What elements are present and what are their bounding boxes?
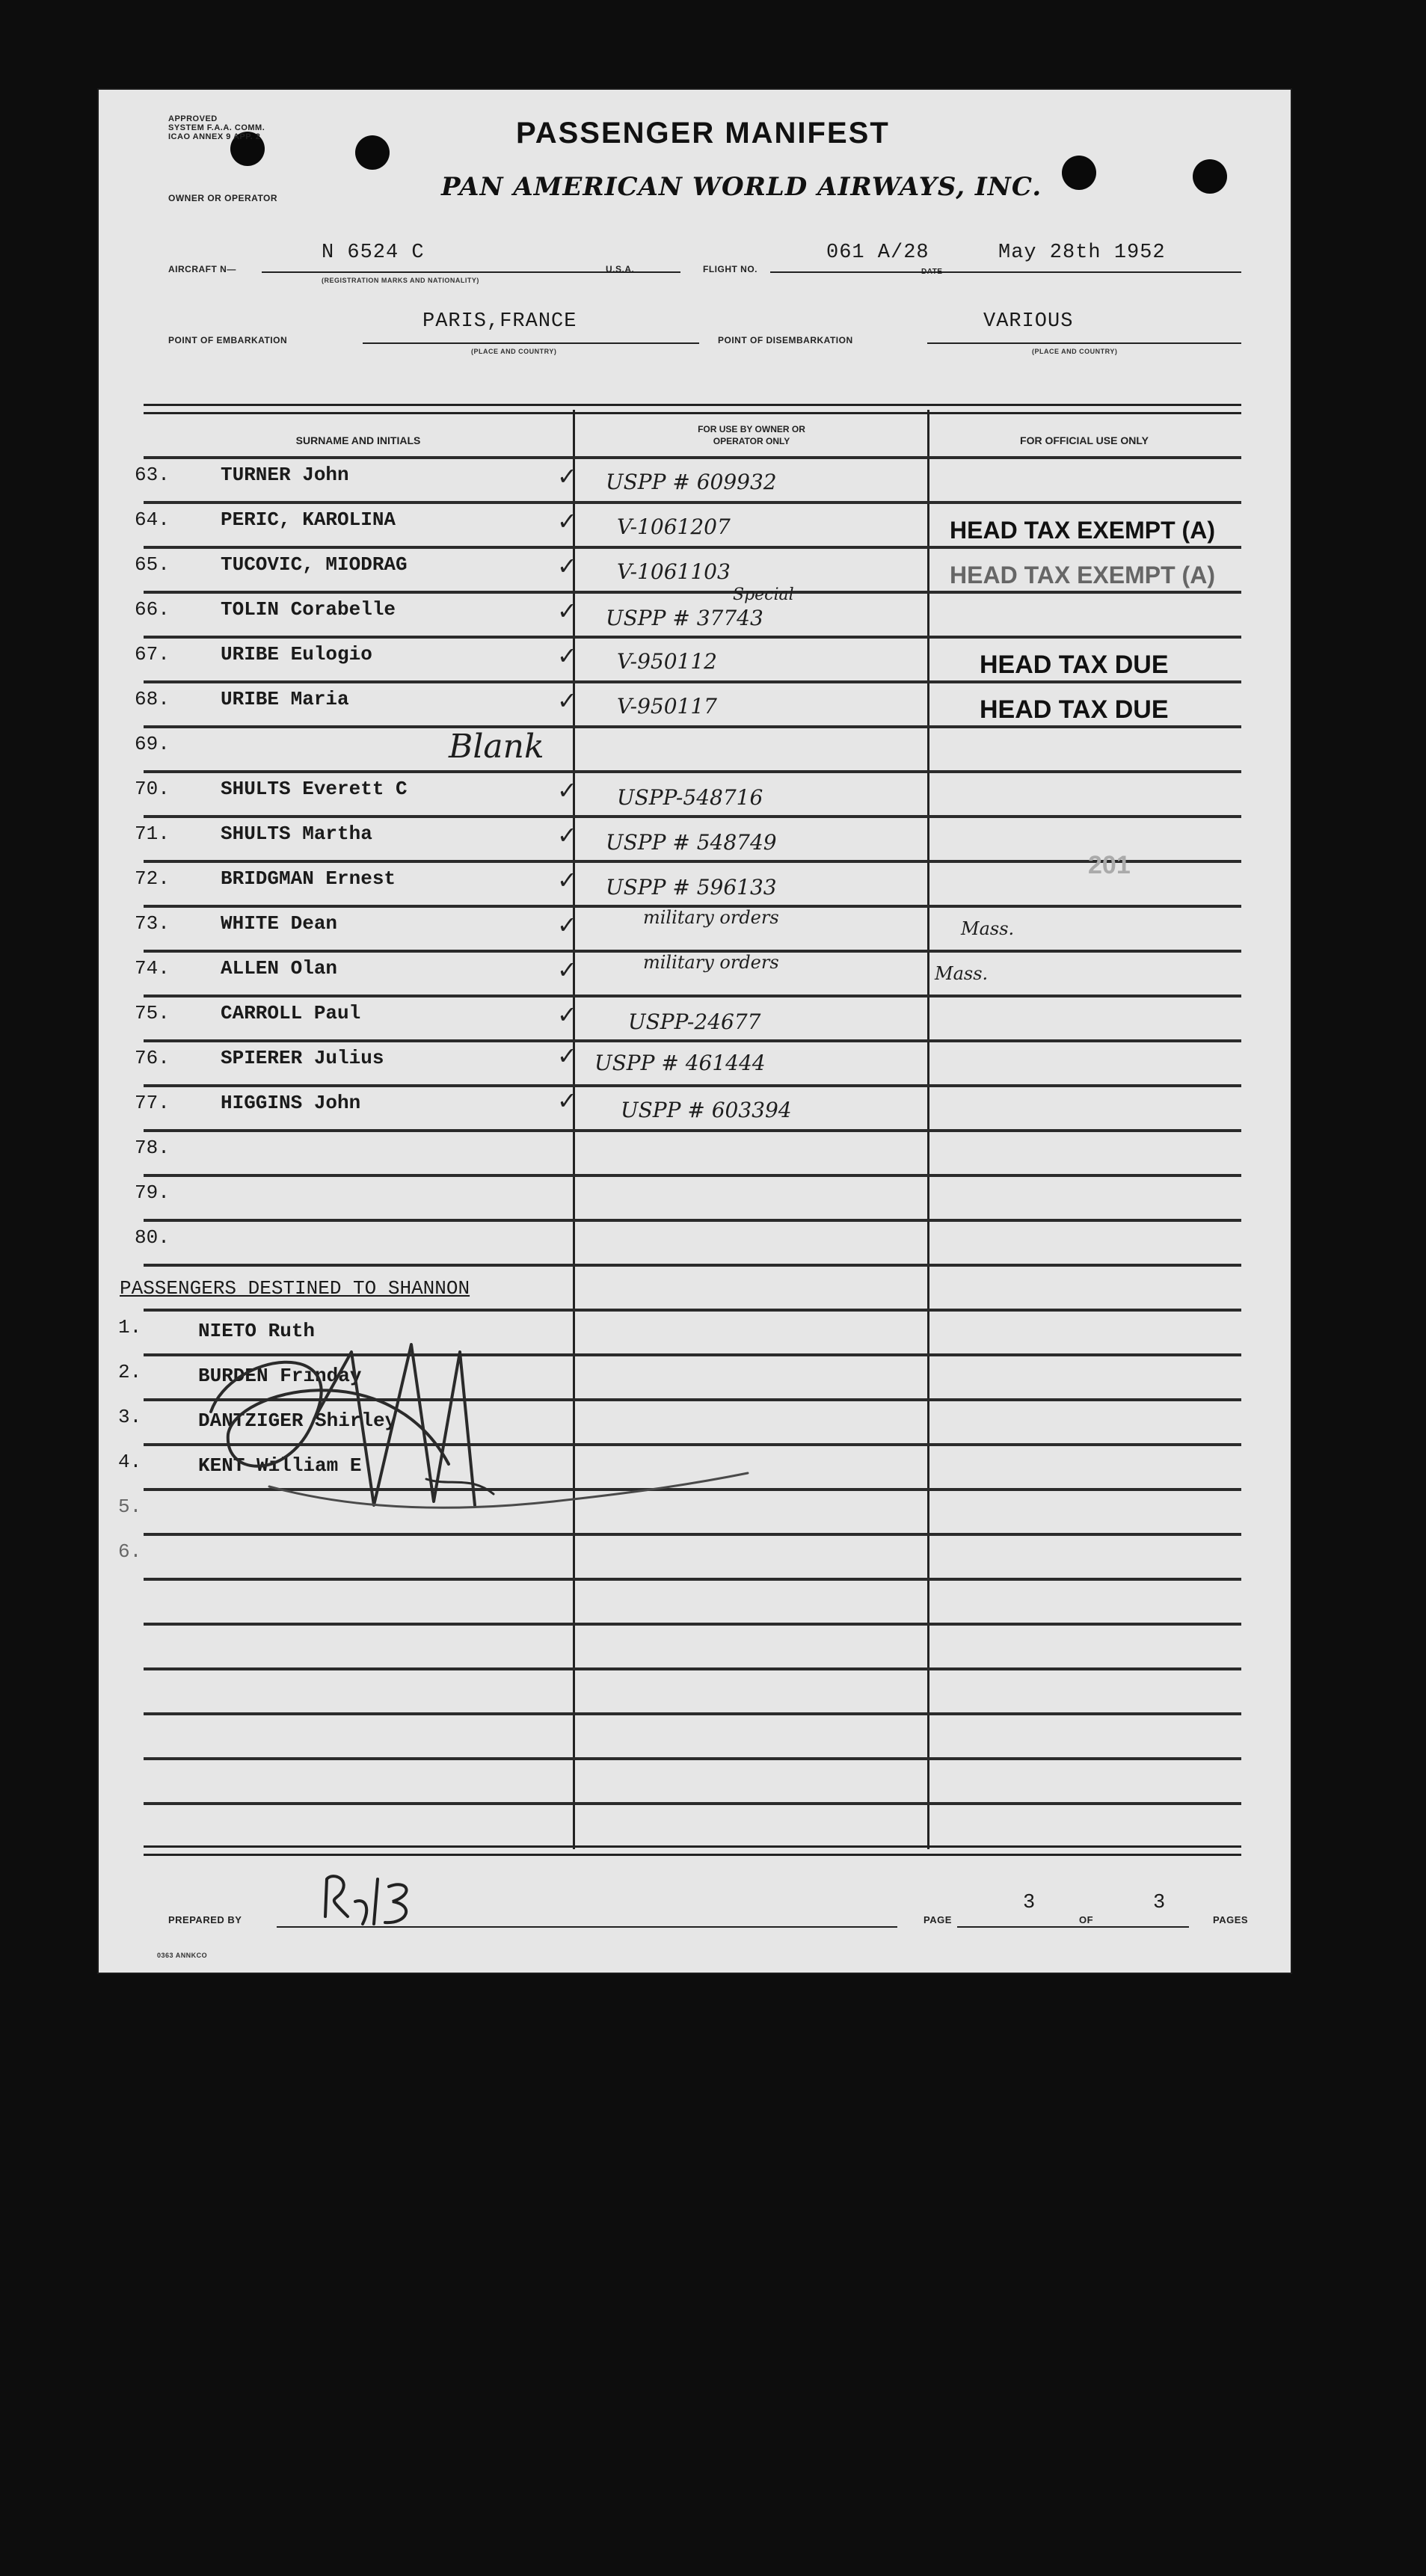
passenger-name: Blank: [449, 728, 544, 766]
row-number: 3.: [118, 1406, 142, 1428]
disembarkation-value: VARIOUS: [983, 310, 1074, 333]
check-mark-icon: ✓: [557, 866, 577, 894]
page-label: PAGE: [923, 1914, 952, 1925]
owner-entry: V-950117: [617, 694, 717, 719]
row-number: 6.: [118, 1540, 142, 1563]
passenger-name: WHITE Dean: [221, 912, 338, 935]
prepared-by-underline: [277, 1926, 897, 1928]
row-number: 4.: [118, 1451, 142, 1473]
row-rule: [144, 636, 1241, 639]
row-rule: [144, 1757, 1241, 1760]
row-rule: [144, 1129, 1241, 1132]
row-number: 68.: [135, 688, 170, 710]
row-number: 70.: [135, 778, 170, 800]
owner-entry: USPP-548716: [617, 785, 763, 810]
approval-line: ICAO ANNEX 9 APP. 2: [168, 132, 261, 141]
table-top-rule: [144, 404, 1241, 414]
row-rule: [144, 860, 1241, 863]
passenger-name: SHULTS Everett C: [221, 778, 408, 800]
row-number: 74.: [135, 957, 170, 980]
check-mark-icon: ✓: [557, 821, 577, 849]
embarkation-sublabel: (PLACE AND COUNTRY): [471, 348, 557, 355]
of-label: OF: [1079, 1914, 1094, 1925]
embarkation-label: POINT OF EMBARKATION: [168, 335, 288, 345]
passenger-name: TURNER John: [221, 464, 349, 486]
row-rule: [144, 1039, 1241, 1042]
passenger-name: BRIDGMAN Ernest: [221, 867, 396, 890]
passenger-name: URIBE Eulogio: [221, 643, 372, 665]
disembarkation-sublabel: (PLACE AND COUNTRY): [1032, 348, 1118, 355]
check-mark-icon: ✓: [557, 462, 577, 491]
embarkation-underline: [363, 342, 699, 344]
official-entry: Mass.: [935, 963, 989, 984]
passenger-name: NIETO Ruth: [198, 1320, 316, 1342]
total-pages: 3: [1153, 1892, 1167, 1914]
cancellation-scribble: [202, 1307, 755, 1629]
owner-entry: V-1061103: [617, 559, 731, 584]
row-rule: [144, 815, 1241, 818]
flight-value: 061 A/28: [826, 242, 929, 264]
flight-label: FLIGHT NO.: [703, 264, 757, 274]
official-entry: Mass.: [961, 918, 1015, 939]
usa-label: U.S.A.: [606, 264, 635, 274]
owner-label: OWNER OR OPERATOR: [168, 193, 278, 203]
check-mark-icon: ✓: [557, 642, 577, 670]
shannon-heading: PASSENGERS DESTINED TO SHANNON: [120, 1277, 470, 1300]
passenger-name: TUCOVIC, MIODRAG: [221, 553, 408, 576]
aircraft-value: N 6524 C: [322, 242, 425, 264]
owner-entry: USPP # 609932: [606, 470, 777, 494]
official-entry: HEAD TAX EXEMPT (A): [950, 517, 1215, 544]
row-number: 1.: [118, 1316, 142, 1338]
passenger-name: ALLEN Olan: [221, 957, 338, 980]
row-number: 64.: [135, 508, 170, 531]
approval-line: APPROVED: [168, 114, 218, 123]
punch-hole: [355, 135, 390, 170]
punch-hole: [1062, 156, 1096, 190]
check-mark-icon: ✓: [557, 597, 577, 625]
passenger-name: BURDEN Frinday: [198, 1365, 362, 1387]
punch-hole: [1193, 159, 1227, 194]
row-rule: [144, 1712, 1241, 1715]
passenger-name: CARROLL Paul: [221, 1002, 361, 1024]
owner-entry: USPP # 461444: [594, 1051, 766, 1075]
date-value: May 28th 1952: [998, 242, 1166, 264]
manifest-page: [97, 88, 1292, 1974]
row-number: 65.: [135, 553, 170, 576]
row-rule: [144, 1084, 1241, 1087]
page-underline: [957, 1926, 1189, 1928]
row-number: 73.: [135, 912, 170, 935]
official-entry: HEAD TAX DUE: [980, 695, 1169, 724]
prepared-by-label: PREPARED BY: [168, 1914, 242, 1925]
passenger-name: SPIERER Julius: [221, 1047, 384, 1069]
row-number: 75.: [135, 1002, 170, 1024]
row-number: 67.: [135, 643, 170, 665]
row-rule: [144, 1174, 1241, 1177]
row-rule: [144, 1264, 1241, 1267]
owner-entry: military orders: [643, 907, 779, 928]
row-rule: [144, 1667, 1241, 1670]
passenger-name: DANTZIGER Shirley: [198, 1410, 397, 1432]
row-rule: [144, 1219, 1241, 1222]
check-mark-icon: ✓: [557, 1000, 577, 1029]
passenger-name: KENT William E: [198, 1454, 362, 1477]
row-number: 66.: [135, 598, 170, 621]
approval-line: SYSTEM F.A.A. COMM.: [168, 123, 265, 132]
check-mark-icon: ✓: [557, 956, 577, 984]
owner-entry: USPP # 596133: [606, 875, 777, 900]
registration-sublabel: (REGISTRATION MARKS AND NATIONALITY): [322, 277, 479, 284]
column-header-surname: SURNAME AND INITIALS: [295, 434, 421, 446]
row-rule: [144, 995, 1241, 997]
page-title: PASSENGER MANIFEST: [516, 117, 890, 150]
pages-label: PAGES: [1213, 1914, 1249, 1925]
owner-entry: USPP # 603394: [621, 1098, 792, 1122]
passenger-name: TOLIN Corabelle: [221, 598, 396, 621]
disembarkation-label: POINT OF DISEMBARKATION: [718, 335, 853, 345]
check-mark-icon: ✓: [557, 552, 577, 580]
row-number: 76.: [135, 1047, 170, 1069]
header-rule: [144, 456, 1241, 459]
passenger-name: URIBE Maria: [221, 688, 349, 710]
check-mark-icon: ✓: [557, 911, 577, 939]
form-code: 0363 ANNKCO: [157, 1952, 208, 1959]
check-mark-icon: ✓: [557, 1042, 577, 1070]
passenger-name: PERIC, KAROLINA: [221, 508, 396, 531]
row-number: 79.: [135, 1181, 170, 1204]
column-header-official: FOR OFFICIAL USE ONLY: [1020, 434, 1149, 446]
row-number: 71.: [135, 823, 170, 845]
row-rule: [144, 770, 1241, 773]
page-number: 3: [1023, 1892, 1036, 1914]
row-rule: [144, 591, 1241, 594]
row-rule: [144, 546, 1241, 549]
embarkation-value: PARIS,FRANCE: [422, 310, 577, 333]
row-rule: [144, 501, 1241, 504]
row-number: 69.: [135, 733, 170, 755]
column-header-owner: FOR USE BY OWNER OR OPERATOR ONLY: [698, 424, 805, 446]
airline-name: PAN AMERICAN WORLD AIRWAYS, INC.: [441, 172, 1042, 202]
check-mark-icon: ✓: [557, 776, 577, 805]
row-rule: [144, 1802, 1241, 1805]
row-number: 77.: [135, 1092, 170, 1114]
official-entry: HEAD TAX EXEMPT (A): [950, 562, 1215, 588]
row-number: 78.: [135, 1137, 170, 1159]
table-bottom-rule: [144, 1845, 1241, 1856]
row-number: 63.: [135, 464, 170, 486]
owner-entry: USPP-24677: [628, 1009, 761, 1034]
flight-underline: [770, 271, 1241, 273]
owner-entry: USPP # 548749: [606, 830, 777, 855]
disembarkation-underline: [927, 342, 1241, 344]
row-number: 80.: [135, 1226, 170, 1249]
passenger-name: SHULTS Martha: [221, 823, 372, 845]
preparer-initials-signature: [310, 1864, 437, 1931]
owner-entry: V-1061207: [617, 514, 731, 539]
check-mark-icon: ✓: [557, 507, 577, 535]
check-mark-icon: ✓: [557, 1086, 577, 1115]
owner-special-note: Special: [733, 585, 794, 604]
passenger-name: HIGGINS John: [221, 1092, 361, 1114]
owner-entry: V-950112: [617, 649, 717, 674]
check-mark-icon: ✓: [557, 686, 577, 715]
row-rule: [144, 725, 1241, 728]
approval-block: [168, 114, 318, 141]
row-number: 72.: [135, 867, 170, 890]
grey-number: 201: [1088, 851, 1131, 879]
row-number: 2.: [118, 1361, 142, 1383]
owner-entry: military orders: [643, 952, 779, 973]
aircraft-label: AIRCRAFT N—: [168, 264, 236, 274]
owner-entry: USPP # 37743: [606, 606, 763, 630]
row-rule: [144, 680, 1241, 683]
official-entry: HEAD TAX DUE: [980, 651, 1169, 679]
row-number: 5.: [118, 1496, 142, 1518]
